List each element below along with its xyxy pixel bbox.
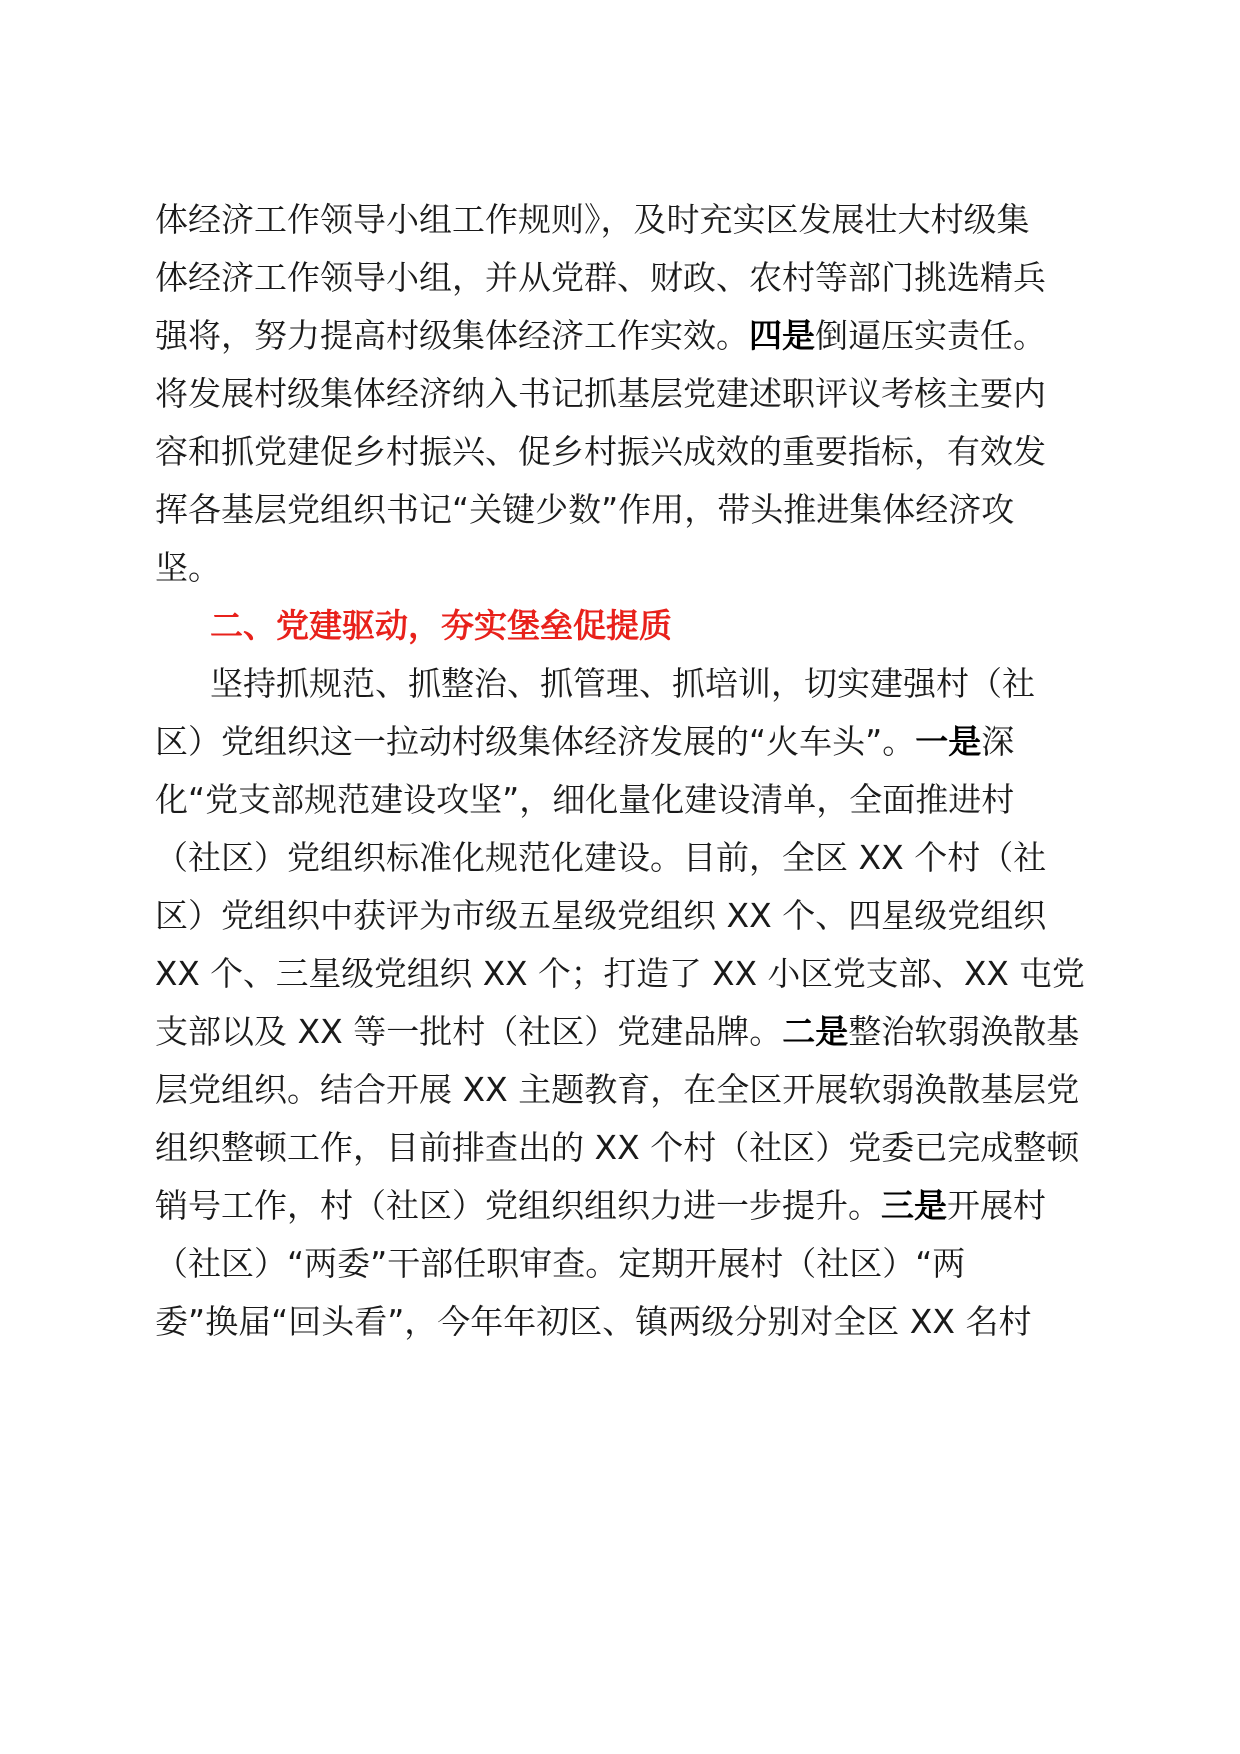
paragraph-line (155, 304, 1046, 368)
paragraph-line: 坚持抓规范、抓整治、抓管理、抓培训，切实建强村（社 (210, 664, 1035, 703)
paragraph-line (155, 1174, 1046, 1238)
bold-label: 一是 (915, 722, 982, 761)
text-run: 深 (981, 722, 1015, 761)
paragraph-line: 容和抓党建促乡村振兴、促乡村振兴成效的重要指标，有效发 (155, 432, 1046, 471)
paragraph-line: 组织整顿工作，目前排查出的 XX 个村（社区）党委已完成整顿 (155, 1128, 1080, 1167)
text-run: 整治软弱涣散基 (848, 1012, 1080, 1051)
text-run: 支部以及 XX 等一批村（社区）党建品牌。 (155, 1012, 783, 1051)
paragraph-line (155, 710, 1014, 774)
paragraph-line: XX 个、三星级党组织 XX 个；打造了 XX 小区党支部、XX 屯党 (155, 954, 1085, 993)
bold-label: 四是 (749, 316, 815, 355)
section-heading: 二、党建驱动，夯实堡垒促提质 (210, 606, 672, 645)
text-run: 销号工作，村（社区）党组织组织力进一步提升。 (155, 1186, 881, 1225)
text-run: 区）党组织这一拉动村级集体经济发展的“火车头”。 (155, 722, 916, 761)
paragraph-line (155, 1000, 1079, 1064)
paragraph-line: 体经济工作领导小组工作规则》，及时充实区发展壮大村级集 (155, 200, 1030, 239)
text-run: 倒逼压实责任。 (815, 316, 1046, 355)
text-run: 开展村 (947, 1186, 1046, 1225)
paragraph-line: 委”换届“回头看”，今年年初区、镇两级分别对全区 XX 名村 (155, 1302, 1032, 1341)
bold-label: 二是 (782, 1012, 849, 1051)
paragraph-line: 挥各基层党组织书记“关键少数”作用，带头推进集体经济攻 (155, 490, 1015, 529)
paragraph-line: （社区）“两委”干部任职审查。定期开展村（社区）“两 (155, 1244, 966, 1283)
paragraph-line: 体经济工作领导小组，并从党群、财政、农村等部门挑选精兵 (155, 258, 1046, 297)
bold-label: 三是 (881, 1186, 947, 1225)
paragraph-line: 坚。 (155, 548, 221, 587)
paragraph-line: 层党组织。结合开展 XX 主题教育，在全区开展软弱涣散基层党 (155, 1070, 1080, 1109)
text-run: 强将，努力提高村级集体经济工作实效。 (155, 316, 749, 355)
paragraph-line: （社区）党组织标准化规范化建设。目前，全区 XX 个村（社 (155, 838, 1047, 877)
paragraph-line: 化“党支部规范建设攻坚”，细化量化建设清单，全面推进村 (155, 780, 1015, 819)
paragraph-line: 区）党组织中获评为市级五星级党组织 XX 个、四星级党组织 (155, 896, 1047, 935)
paragraph-line: 将发展村级集体经济纳入书记抓基层党建述职评议考核主要内 (155, 374, 1046, 413)
